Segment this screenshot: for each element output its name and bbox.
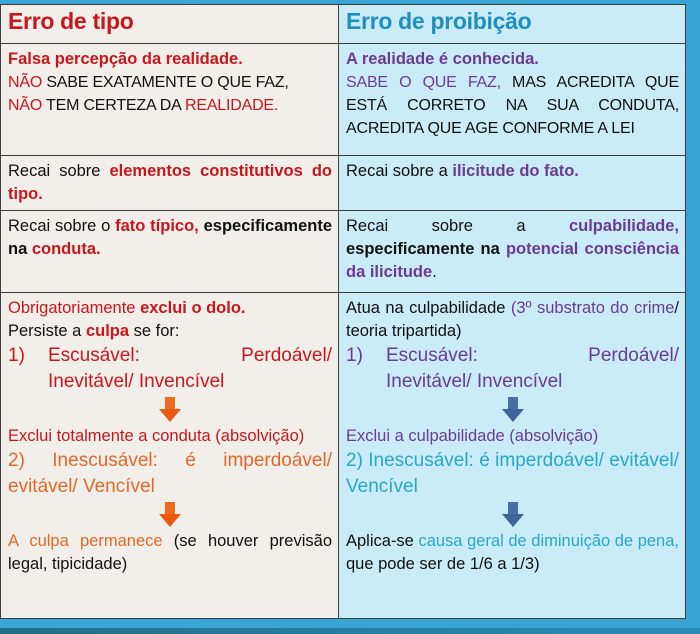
cell-object-left: Recai sobre elementos constitutivos do tipo. bbox=[1, 156, 339, 211]
row-object bbox=[1, 156, 686, 211]
left-result-1: Exclui totalmente a conduta (absolvição) bbox=[8, 427, 305, 445]
definition-right-body: SABE O QUE FAZ, MAS ACREDITA QUE ESTÁ CORRETO NA SUA CONDUTA, ACREDITA QUE AGE CONFORME A LEI bbox=[346, 74, 679, 137]
arrow-down-icon bbox=[159, 502, 181, 528]
cell-object-right: Recai sobre a ilicitude do fato. bbox=[339, 156, 686, 211]
cell-definition-right bbox=[339, 44, 686, 156]
definition-left-line3: NÃO TEM CERTEZA DA REALIDADE. bbox=[8, 97, 279, 114]
left-item-escusavel: 1) Escusável: Perdoável/ Inevitável/ Invencível bbox=[8, 345, 332, 392]
frame-bottom-edge bbox=[0, 628, 700, 634]
arrow-down-icon bbox=[502, 397, 524, 423]
definition-right-heading: A realidade é conhecida. bbox=[346, 50, 539, 68]
consequence-left-intro: Obrigatoriamente exclui o dolo. bbox=[8, 299, 246, 317]
arrow-down-icon bbox=[502, 502, 524, 528]
definition-left-heading: Falsa percepção da realidade. bbox=[8, 50, 243, 68]
header-row bbox=[1, 5, 686, 44]
row-definition bbox=[1, 44, 686, 156]
definition-left-line2: NÃO SABE EXATAMENTE O QUE FAZ, bbox=[8, 74, 289, 91]
right-result-2: Aplica-se causa geral de diminuição de pena, que pode ser de 1/6 a 1/3) bbox=[346, 532, 679, 573]
right-result-1: Exclui a culpabilidade (absolvição) bbox=[346, 427, 599, 445]
cell-consequences-right bbox=[339, 293, 686, 619]
comparison-table bbox=[0, 4, 686, 619]
cell-consequences-left bbox=[1, 293, 339, 619]
row-focus bbox=[1, 211, 686, 293]
consequence-left-persist: Persiste a culpa se for: bbox=[8, 322, 180, 340]
left-item-inescusavel: 2) Inescusável: é imperdoável/ evitável/ Vencível bbox=[8, 450, 332, 497]
column-title-left: Erro de tipo bbox=[8, 8, 134, 34]
header-erro-de-proibicao bbox=[339, 5, 686, 44]
left-result-2: A culpa permanece (se houver previsão legal, tipicidade) bbox=[8, 532, 332, 573]
cell-focus-right: Recai sobre a culpabilidade, especificamente na potencial consciência da ilicitude. bbox=[339, 211, 686, 293]
right-item-inescusavel: 2) Inescusável: é imperdoável/ evitável/ Vencível bbox=[346, 450, 679, 497]
row-consequences bbox=[1, 293, 686, 619]
cell-focus-left: Recai sobre o fato típico, especificamente na conduta. bbox=[1, 211, 339, 293]
right-item-escusavel: 1) Escusável: Perdoável/ Inevitável/ Invencível bbox=[346, 345, 679, 392]
column-title-right: Erro de proibição bbox=[346, 8, 532, 34]
cell-definition-left bbox=[1, 44, 339, 156]
arrow-down-icon bbox=[159, 397, 181, 423]
consequence-right-intro: Atua na culpabilidade (3º substrato do crime/ teoria tripartida) bbox=[346, 299, 679, 340]
header-erro-de-tipo bbox=[1, 5, 339, 44]
